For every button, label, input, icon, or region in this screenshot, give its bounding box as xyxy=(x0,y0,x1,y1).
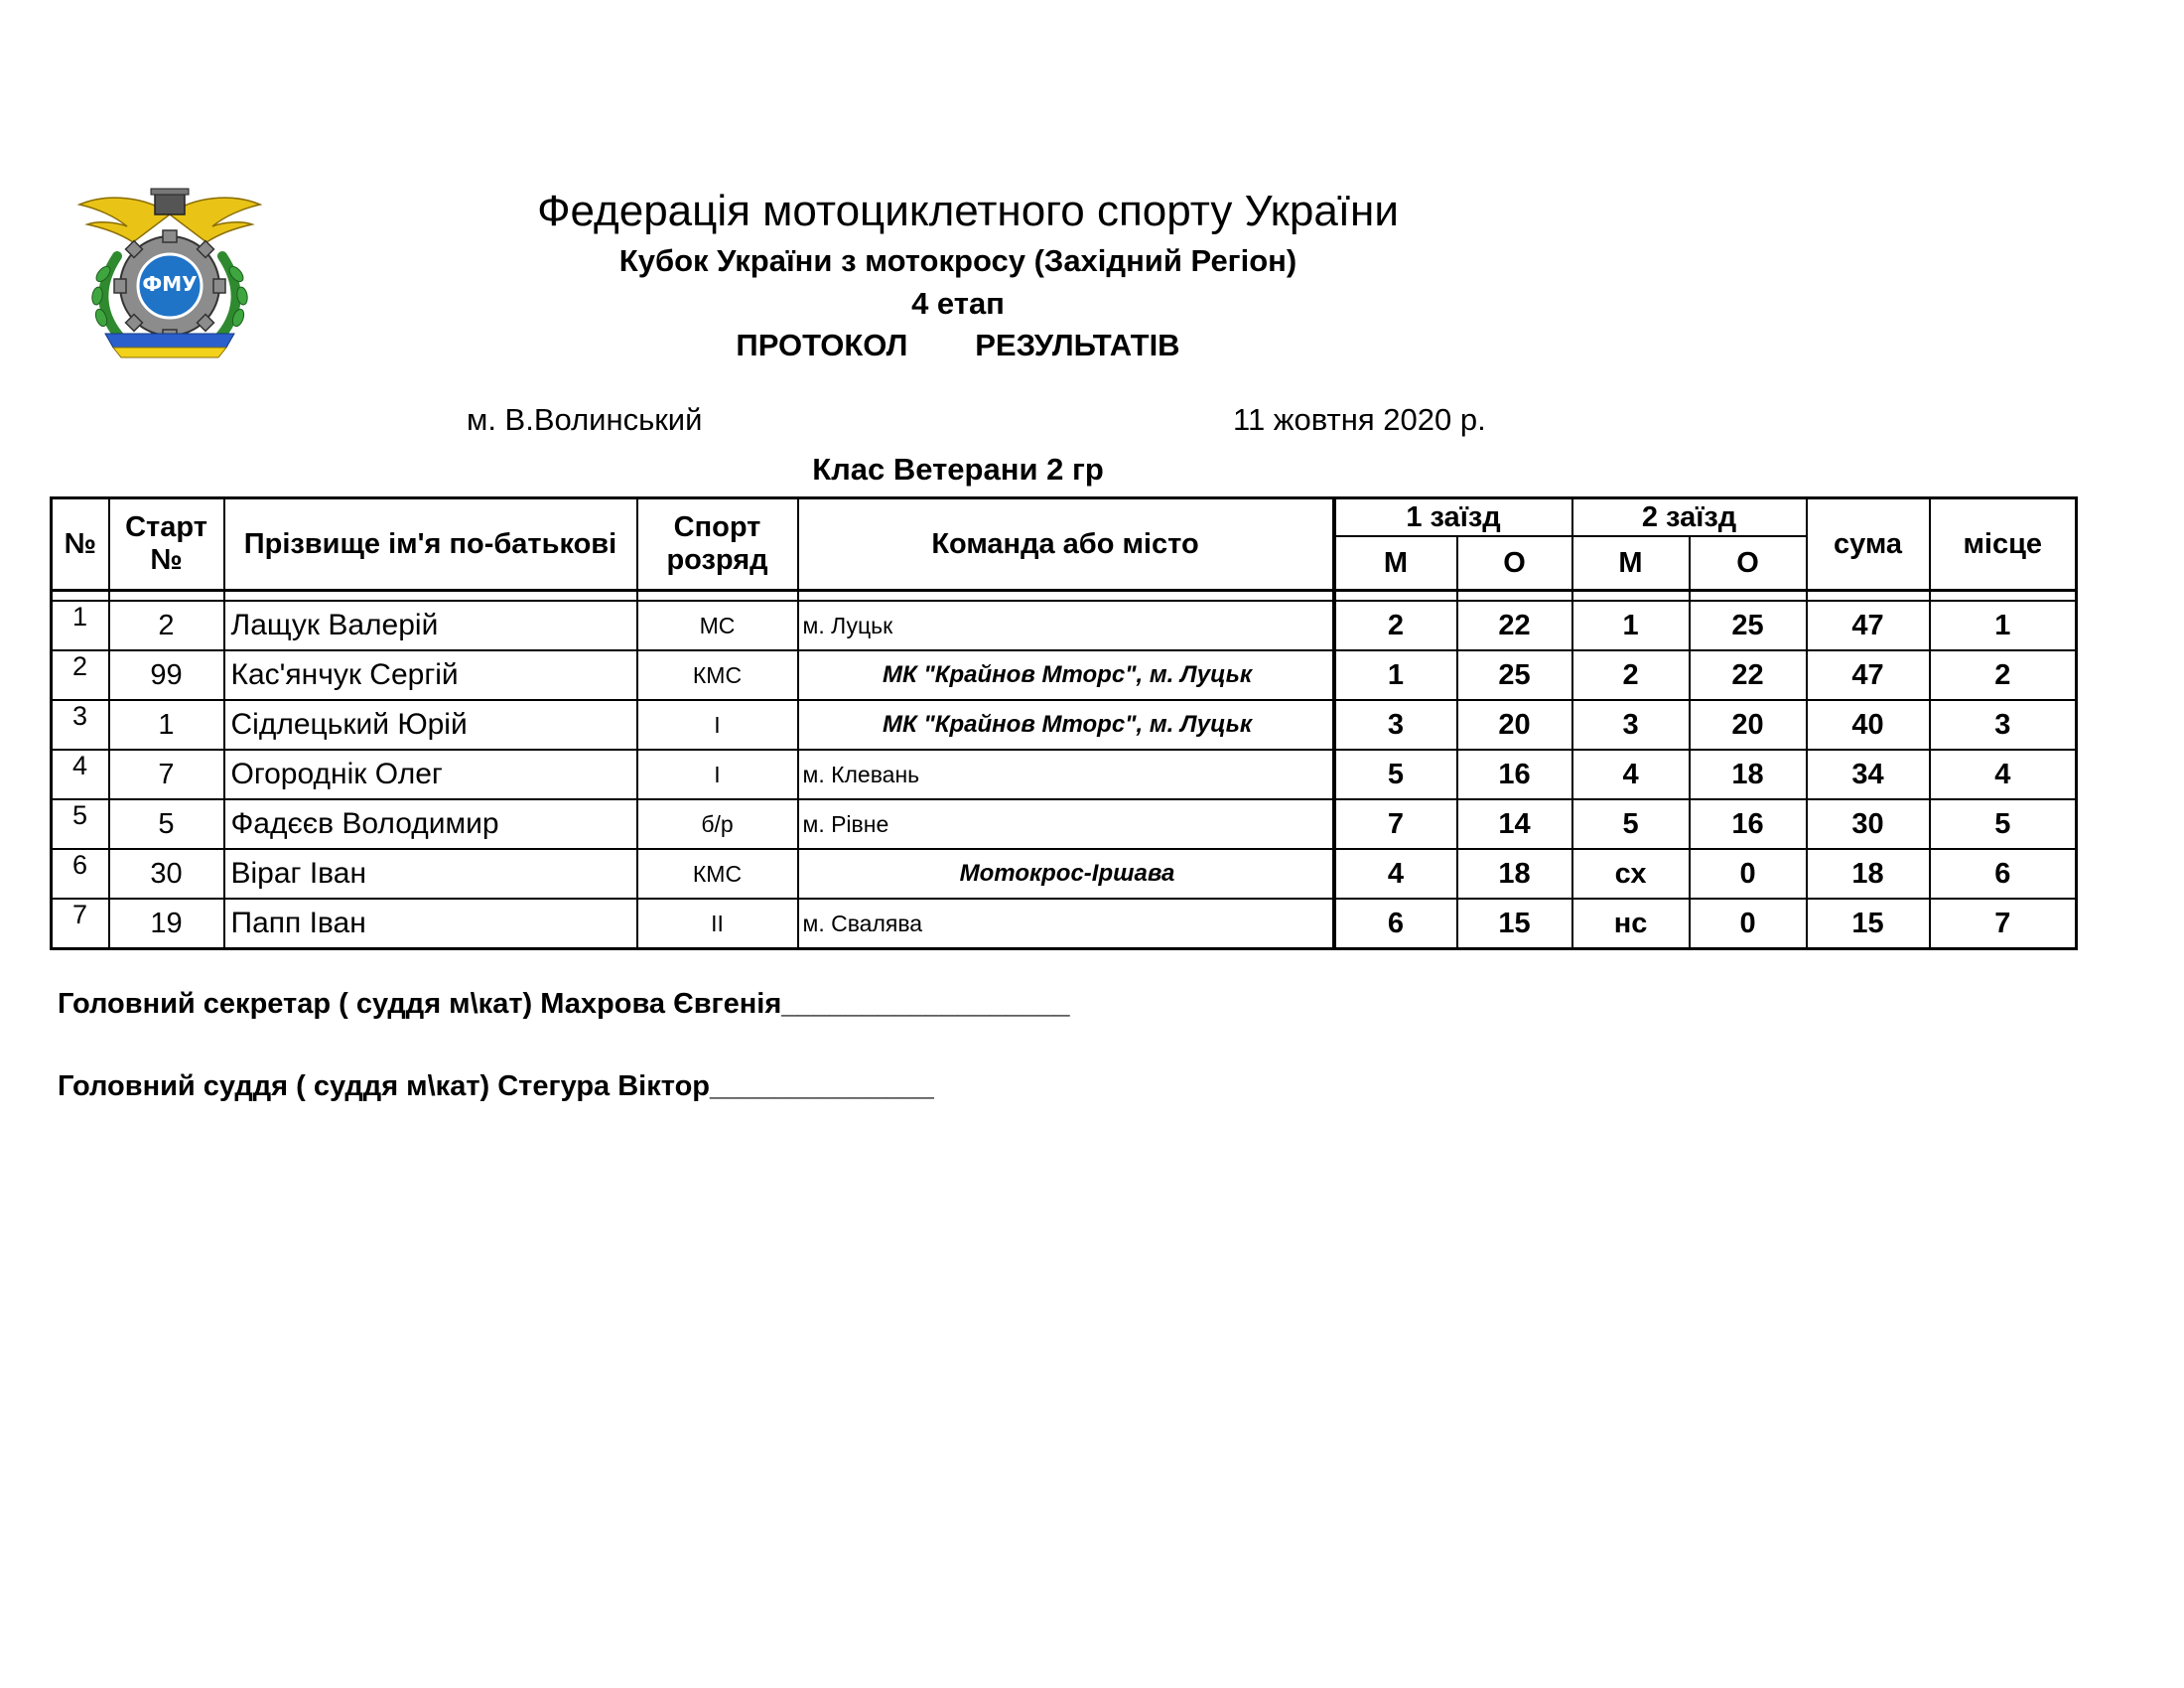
table-row xyxy=(52,700,2077,750)
cell-start: 2 xyxy=(109,601,224,650)
cell-no: 2 xyxy=(52,650,109,700)
cell-place: 4 xyxy=(1930,750,2077,799)
cell-rank: І xyxy=(637,700,798,750)
cell-no: 6 xyxy=(52,849,109,899)
cell-start: 5 xyxy=(109,799,224,849)
cell-no: 7 xyxy=(52,899,109,949)
cell-sum: 47 xyxy=(1807,650,1930,700)
federation-title: Федерація мотоциклетного спорту України xyxy=(537,187,1399,235)
cell-race2-o: 0 xyxy=(1690,899,1807,949)
col-header-name: Прізвище ім'я по-батькові xyxy=(224,498,637,591)
cell-team: м. Рівне xyxy=(798,799,1334,849)
logo-text: ФМУ xyxy=(142,272,198,296)
cell-race2-m: 2 xyxy=(1572,650,1690,700)
cell-team: МК "Крайнов Мторс", м. Луцьк xyxy=(798,650,1334,700)
secretary-signature: Головний секретар ( суддя м\кат) Махрова Євгенія__________________ xyxy=(58,988,1070,1020)
cell-race2-o: 18 xyxy=(1690,750,1807,799)
cell-no: 3 xyxy=(52,700,109,750)
col-header-race1-m: М xyxy=(1334,536,1457,591)
col-header-race2-o: О xyxy=(1690,536,1807,591)
cell-place: 5 xyxy=(1930,799,2077,849)
cell-race2-m: 1 xyxy=(1572,601,1690,650)
results-body xyxy=(52,601,2077,949)
cell-team: Мотокрос-Іршава xyxy=(798,849,1334,899)
col-header-start-line1: Старт xyxy=(125,511,207,543)
table-row xyxy=(52,799,2077,849)
cell-no: 5 xyxy=(52,799,109,849)
table-row xyxy=(52,750,2077,799)
cell-race1-m: 4 xyxy=(1334,849,1457,899)
table-row xyxy=(52,601,2077,650)
cell-start: 7 xyxy=(109,750,224,799)
cell-race2-m: 5 xyxy=(1572,799,1690,849)
col-header-start-line2: № xyxy=(150,544,183,576)
judge-signature: Головний суддя ( суддя м\кат) Стегура Віктор______________ xyxy=(58,1070,934,1102)
cell-race1-m: 3 xyxy=(1334,700,1457,750)
col-header-race2-m: М xyxy=(1572,536,1690,591)
table-row xyxy=(52,899,2077,949)
cup-title: Кубок України з мотокросу (Західний Регіон) xyxy=(618,243,1297,278)
cell-name: Огороднік Олег xyxy=(224,750,637,799)
cell-race2-m: сх xyxy=(1572,849,1690,899)
cell-name: Папп Іван xyxy=(224,899,637,949)
cell-race1-o: 22 xyxy=(1457,601,1572,650)
col-header-race1: 1 заїзд xyxy=(1334,498,1572,537)
protocol-title: ПРОТОКОЛ РЕЗУЛЬТАТІВ xyxy=(736,328,1180,362)
col-header-start xyxy=(109,498,224,591)
cell-race1-m: 1 xyxy=(1334,650,1457,700)
cell-sum: 40 xyxy=(1807,700,1930,750)
cell-sum: 18 xyxy=(1807,849,1930,899)
header-gap-row xyxy=(52,591,2077,602)
cell-sum: 15 xyxy=(1807,899,1930,949)
cell-place: 3 xyxy=(1930,700,2077,750)
cell-name: Віраг Іван xyxy=(224,849,637,899)
cell-race2-o: 22 xyxy=(1690,650,1807,700)
cell-race1-o: 25 xyxy=(1457,650,1572,700)
cell-rank: МС xyxy=(637,601,798,650)
results-table xyxy=(50,496,2078,950)
cell-place: 6 xyxy=(1930,849,2077,899)
col-header-race1-o: О xyxy=(1457,536,1572,591)
cell-race2-m: 4 xyxy=(1572,750,1690,799)
cell-race1-o: 18 xyxy=(1457,849,1572,899)
cell-race1-m: 5 xyxy=(1334,750,1457,799)
cell-start: 99 xyxy=(109,650,224,700)
col-header-sum: сума xyxy=(1807,498,1930,591)
cell-race1-o: 20 xyxy=(1457,700,1572,750)
cell-race2-o: 20 xyxy=(1690,700,1807,750)
col-header-no: № xyxy=(52,498,109,591)
cell-name: Лащук Валерій xyxy=(224,601,637,650)
stage-title: 4 етап xyxy=(911,286,1005,321)
cell-sum: 30 xyxy=(1807,799,1930,849)
col-header-rank xyxy=(637,498,798,591)
col-header-rank-line2: розряд xyxy=(666,544,768,576)
col-header-place: місце xyxy=(1930,498,2077,591)
table-header-row-1 xyxy=(52,498,2077,537)
cell-name: Сідлецький Юрій xyxy=(224,700,637,750)
cell-race2-o: 0 xyxy=(1690,849,1807,899)
cell-race1-m: 7 xyxy=(1334,799,1457,849)
cell-race2-o: 25 xyxy=(1690,601,1807,650)
cell-start: 1 xyxy=(109,700,224,750)
event-city: м. В.Волинський xyxy=(467,402,703,437)
cell-race2-m: 3 xyxy=(1572,700,1690,750)
class-title: Клас Ветерани 2 гр xyxy=(812,452,1104,487)
table-row xyxy=(52,650,2077,700)
cell-sum: 34 xyxy=(1807,750,1930,799)
cell-name: Кас'янчук Сергій xyxy=(224,650,637,700)
cell-rank: КМС xyxy=(637,650,798,700)
cell-place: 1 xyxy=(1930,601,2077,650)
cell-race1-o: 14 xyxy=(1457,799,1572,849)
cell-race2-m: нс xyxy=(1572,899,1690,949)
cell-place: 2 xyxy=(1930,650,2077,700)
cell-start: 30 xyxy=(109,849,224,899)
cell-race1-o: 15 xyxy=(1457,899,1572,949)
cell-no: 4 xyxy=(52,750,109,799)
cell-team: м. Луцьк xyxy=(798,601,1334,650)
cell-race1-m: 6 xyxy=(1334,899,1457,949)
cell-race2-o: 16 xyxy=(1690,799,1807,849)
col-header-team: Команда або місто xyxy=(798,498,1334,591)
event-date: 11 жовтня 2020 р. xyxy=(1233,402,1486,437)
cell-no: 1 xyxy=(52,601,109,650)
cell-rank: І xyxy=(637,750,798,799)
cell-rank: КМС xyxy=(637,849,798,899)
col-header-rank-line1: Спорт xyxy=(673,511,761,543)
cell-sum: 47 xyxy=(1807,601,1930,650)
cell-rank: б/р xyxy=(637,799,798,849)
cell-race1-o: 16 xyxy=(1457,750,1572,799)
col-header-race2: 2 заїзд xyxy=(1572,498,1807,537)
cell-place: 7 xyxy=(1930,899,2077,949)
cell-rank: ІІ xyxy=(637,899,798,949)
cell-team: МК "Крайнов Мторс", м. Луцьк xyxy=(798,700,1334,750)
cell-name: Фадєєв Володимир xyxy=(224,799,637,849)
cell-start: 19 xyxy=(109,899,224,949)
cell-team: м. Свалява xyxy=(798,899,1334,949)
cell-team: м. Клевань xyxy=(798,750,1334,799)
cell-race1-m: 2 xyxy=(1334,601,1457,650)
table-row xyxy=(52,849,2077,899)
